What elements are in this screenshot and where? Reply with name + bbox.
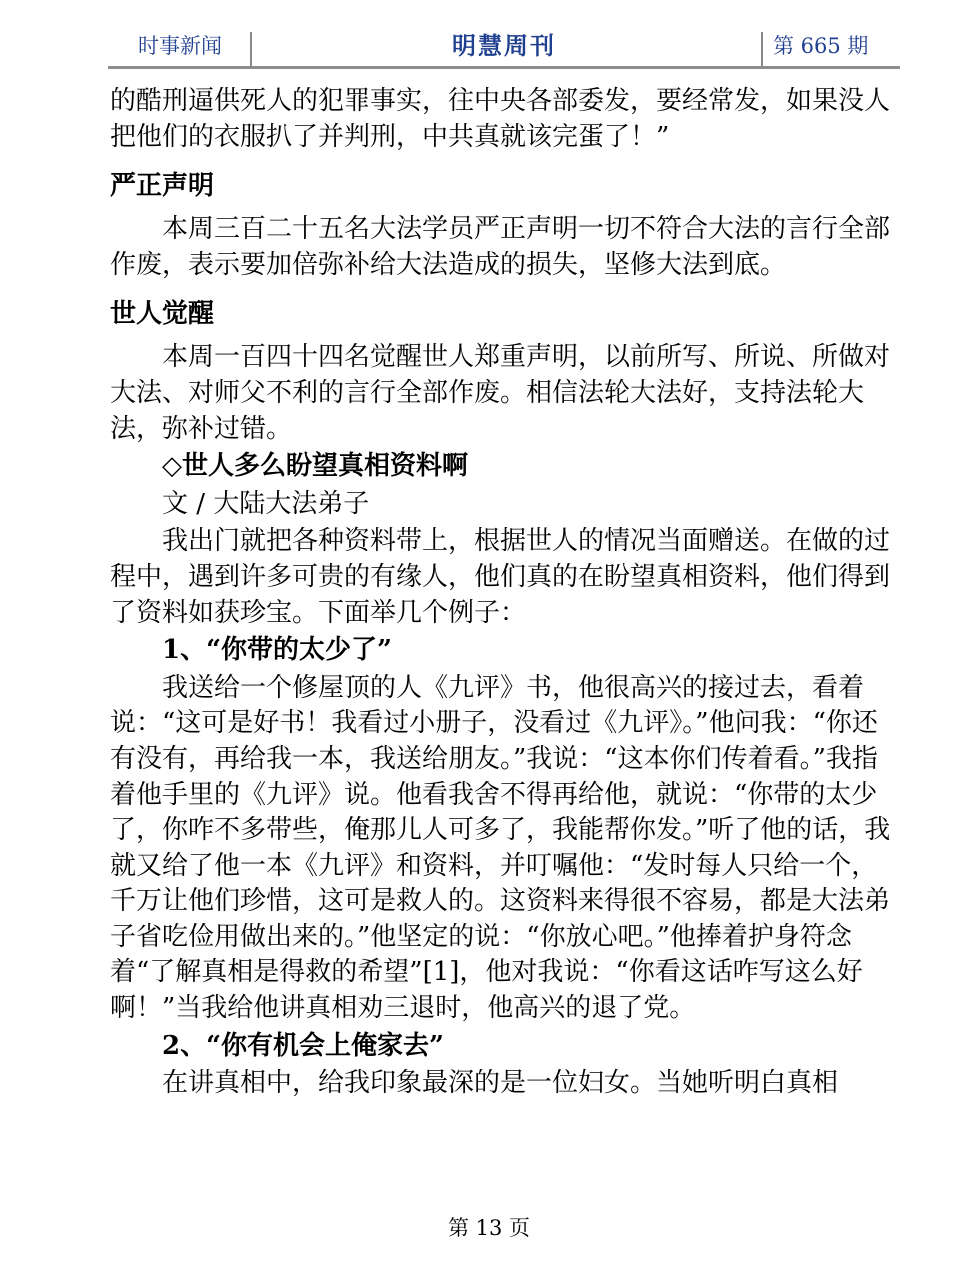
publication-title: 明慧周刊 bbox=[452, 31, 556, 60]
article-body bbox=[110, 84, 898, 1102]
paragraph: 我出门就把各种资料带上，根据世人的情况当面赠送。在做的过程中，遇到许多可贵的有缘人，他们真的在盼望真相资料，他们得到了资料如获珍宝。下面举几个例子： bbox=[110, 526, 891, 628]
paragraph: 我送给一个修屋顶的人《九评》书，他很高兴的接过去，看着说：“这可是好书！我看过小册子，没看过《九评》。”他问我：“你还有没有，再给我一本，我送给朋友。”我说：“这本你们传着看。”我指着他手里的《九评》说。他看我舍不得再给他，就说：“你带的太少了，你咋不多带些，俺那儿人可多了，我能帮你发。”听了他的话，我就又给了他一本《九评》和资料，并叮嘱他：“发时每人只给一个，千万让他们珍惜，这可是救人的。这资料来得很不容易，都是大法弟子省吃俭用做出来的。”他坚定的说：“你放心吧。”他捧着护身符念着“了解真相是得救的希望”[1]，他对我说：“你看这话咋写这么好啊！”当我给他讲真相劝三退时，他高兴的退了党。 bbox=[110, 672, 891, 1024]
paragraph: 在讲真相中，给我印象最深的是一位妇女。当她听明白真相 bbox=[162, 1068, 839, 1099]
section-label: 时事新闻 bbox=[138, 34, 222, 58]
example-heading: 1、“你带的太少了” bbox=[162, 635, 393, 666]
article-title: ◇世人多么盼望真相资料啊 bbox=[162, 451, 468, 482]
page-number: 第 13 页 bbox=[447, 1216, 531, 1240]
byline: 文 / 大陆大法弟子 bbox=[162, 488, 370, 519]
paragraph: 的酷刑逼供死人的犯罪事实，往中央各部委发，要经常发，如果没人把他们的衣服扒了并判刑，中共真就该完蛋了！” bbox=[110, 86, 891, 152]
issue-number: 第 665 期 bbox=[773, 34, 869, 58]
paragraph: 本周三百二十五名大法学员严正声明一切不符合大法的言行全部作废，表示要加倍弥补给大法造成的损失，坚修大法到底。 bbox=[110, 214, 891, 280]
section-heading: 世人觉醒 bbox=[110, 299, 215, 330]
paragraph: 本周一百四十四名觉醒世人郑重声明，以前所写、所说、所做对大法、对师父不利的言行全部作废。相信法轮大法好，支持法轮大法，弥补过错。 bbox=[110, 342, 891, 444]
page-header bbox=[108, 22, 900, 68]
header-rule bbox=[108, 66, 900, 69]
example-heading: 2、“你有机会上俺家去” bbox=[162, 1030, 445, 1061]
section-heading: 严正声明 bbox=[110, 171, 215, 202]
header-divider bbox=[761, 32, 763, 66]
